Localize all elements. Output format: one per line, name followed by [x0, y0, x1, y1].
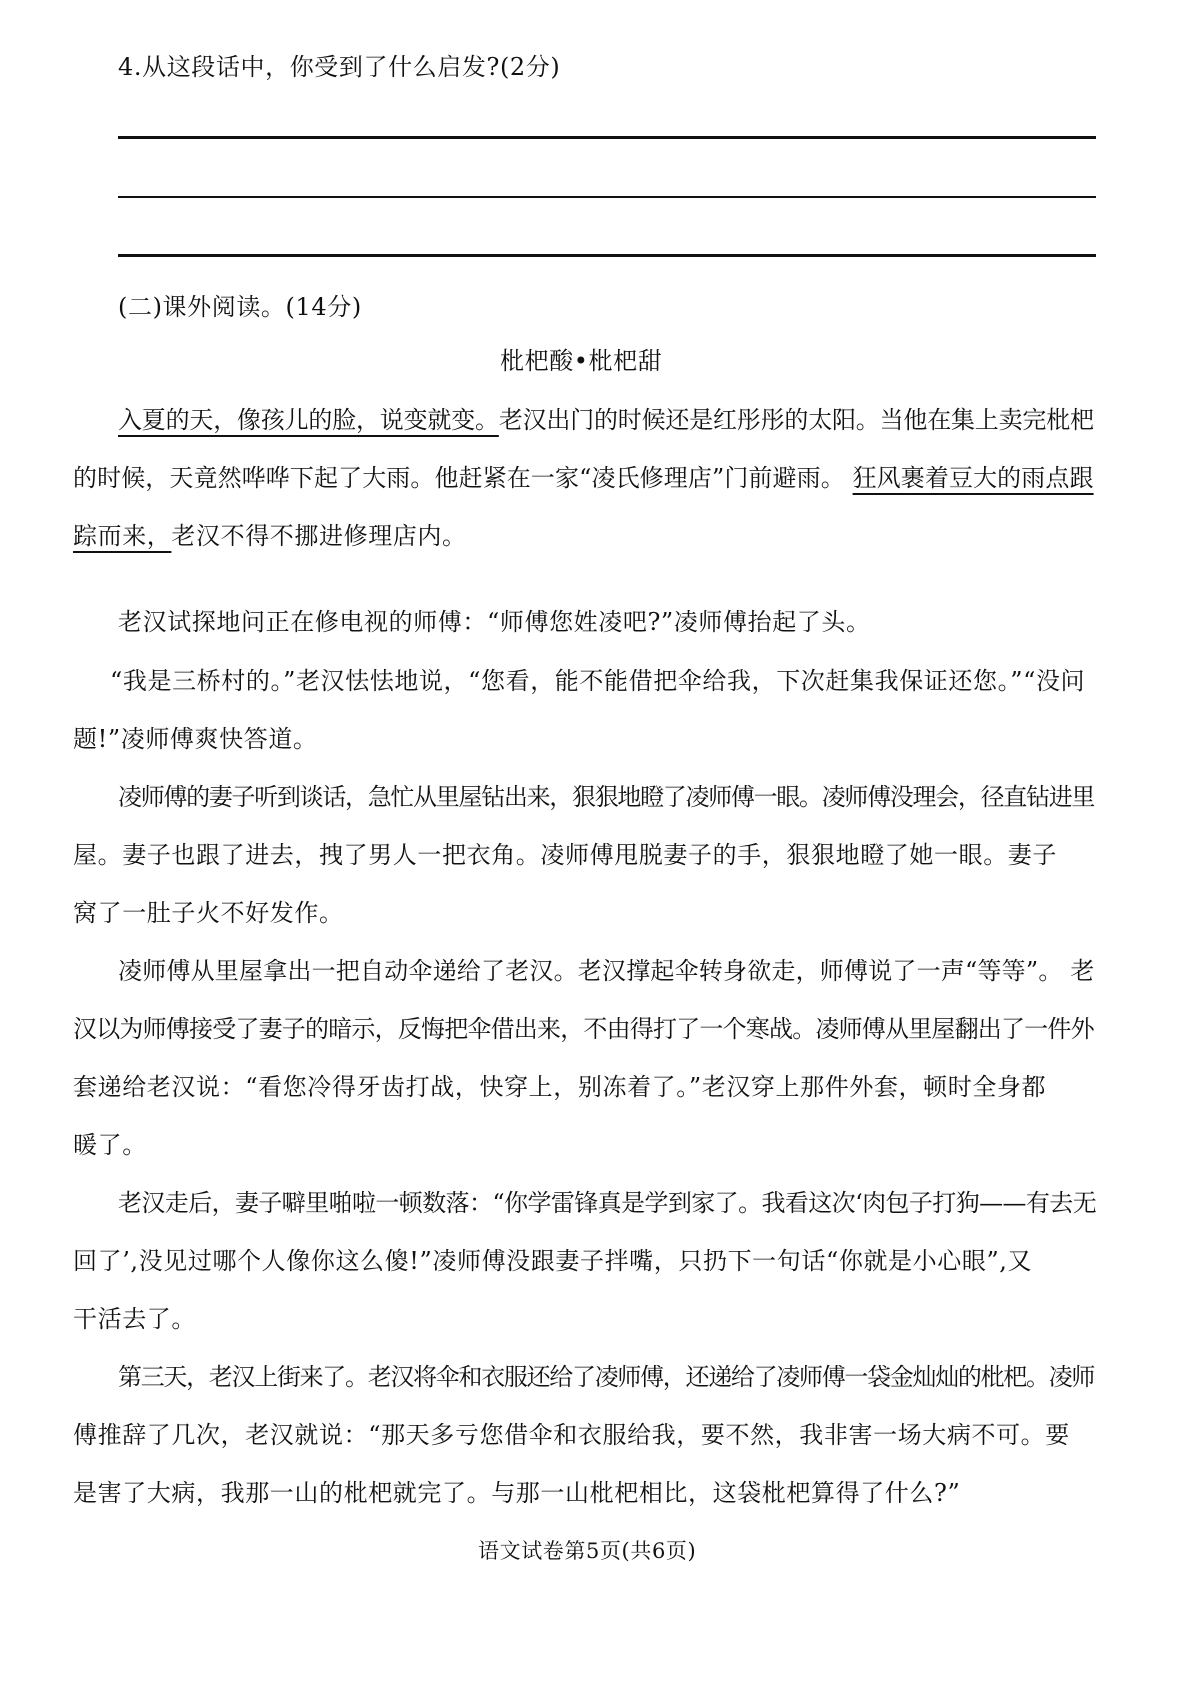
underlined-sentence-2: 狂风裹着豆大的雨点跟	[852, 464, 1094, 492]
text-run: 老汉出门的时候还是红彤彤的太阳。当他在集上卖完枇杷	[498, 406, 1094, 434]
paragraph-7-line-2: 傅推辞了几次，老汉就说：“那天多亏您借伞和衣服给我，要不然，我非害一场大病不可。要	[73, 1421, 1070, 1449]
paragraph-3-line-2: 题!”凌师傅爽快答道。	[73, 725, 318, 753]
answer-line-3	[118, 254, 1096, 257]
paragraph-6-line-3: 干活去了。	[73, 1305, 196, 1333]
paragraph-1-line-3	[73, 521, 467, 551]
paragraph-7-line-3: 是害了大病，我那一山的枇杷就完了。与那一山枇杷相比，这袋枇杷算得了什么?”	[73, 1479, 961, 1507]
page-footer: 语文试卷第5页(共6页)	[478, 1539, 697, 1563]
text-run: 的时候，天竟然哗哗下起了大雨。他赶紧在一家“凌氏修理店”门前避雨。	[73, 464, 853, 492]
paragraph-5-line-2: 汉以为师傅接受了妻子的暗示，反悔把伞借出来，不由得打了一个寒战。凌师傅从里屋翻出了一件外	[73, 1015, 1094, 1043]
paragraph-5-line-4: 暖了。	[73, 1131, 147, 1159]
text-run: 老汉不得不挪进修理店内。	[171, 522, 467, 550]
answer-line-2	[118, 196, 1096, 198]
passage-title: 枇杷酸•枇杷甜	[500, 347, 663, 375]
paragraph-6-line-2: 回了’,没见过哪个人像你这么傻!”凌师傅没跟妻子拌嘴，只扔下一句话“你就是小心眼”,又	[73, 1247, 1033, 1275]
paragraph-4-line-1: 凌师傅的妻子听到谈话，急忙从里屋钻出来，狠狠地瞪了凌师傅一眼。凌师傅没理会，径直钻进里	[118, 783, 1095, 811]
paragraph-6-line-1: 老汉走后，妻子噼里啪啦一顿数落：“你学雷锋真是学到家了。我看这次‘肉包子打狗——有去无	[118, 1189, 1097, 1217]
paragraph-4-line-2: 屋。妻子也跟了进去，拽了男人一把衣角。凌师傅甩脱妻子的手，狠狠地瞪了她一眼。妻子	[73, 841, 1057, 869]
paragraph-7-line-1: 第三天，老汉上街来了。老汉将伞和衣服还给了凌师傅，还递给了凌师傅一袋金灿灿的枇杷。凌师	[118, 1363, 1095, 1391]
paragraph-1-line-2	[73, 463, 1094, 493]
paragraph-2: 老汉试探地问正在修电视的师傅：“师傅您姓凌吧?”凌师傅抬起了头。	[118, 608, 871, 636]
section-heading: (二)课外阅读。(14分)	[118, 293, 362, 321]
paragraph-1-line-1	[118, 405, 1094, 435]
underlined-sentence-2-cont: 踪而来，	[73, 522, 172, 550]
question-4: 4.从这段话中，你受到了什么启发?(2分)	[118, 53, 561, 81]
paragraph-4-line-3: 窝了一肚子火不好发作。	[73, 899, 344, 927]
paragraph-5-line-3: 套递给老汉说：“看您冷得牙齿打战，快穿上，别冻着了。”老汉穿上那件外套，顿时全身都	[73, 1073, 1047, 1101]
underlined-sentence-1: 入夏的天，像孩儿的脸，说变就变。	[118, 406, 499, 434]
paragraph-5-line-1: 凌师傅从里屋拿出一把自动伞递给了老汉。老汉撑起伞转身欲走，师傅说了一声“等等”。 老	[118, 957, 1095, 985]
answer-line-1	[118, 136, 1096, 139]
paragraph-3-line-1: “我是三桥村的。”老汉怯怯地说，“您看，能不能借把伞给我，下次赶集我保证还您。”“没问	[110, 667, 1086, 695]
